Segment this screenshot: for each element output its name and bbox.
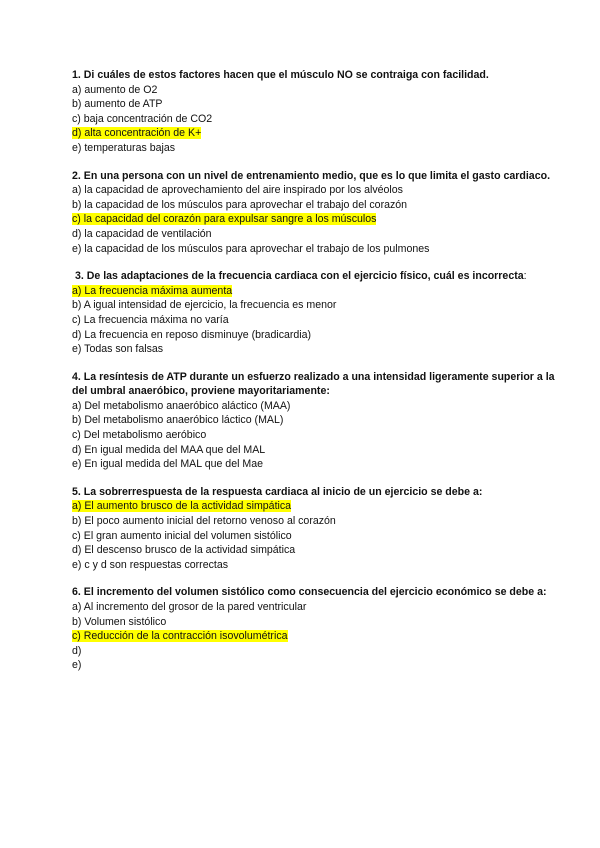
option-e: e) la capacidad de los músculos para aprovechar el trabajo de los pulmones (72, 242, 430, 255)
option-c: c) la capacidad del corazón para expulsar sangre a los músculos (72, 213, 377, 226)
question-4 (72, 370, 560, 472)
option-d: d) la capacidad de ventilación (72, 227, 212, 240)
option-e: e) temperaturas bajas (72, 141, 176, 154)
option-b: b) El poco aumento inicial del retorno venoso al corazón (72, 515, 336, 528)
option-c: c) Reducción de la contracción isovolumétrica (72, 630, 288, 643)
option-d: d) El descenso brusco de la actividad simpática (72, 544, 296, 557)
option-d: d) alta concentración de K+ (72, 127, 202, 140)
option-a: a) La frecuencia máxima aumenta (72, 284, 233, 297)
option-a: a) Del metabolismo anaeróbico aláctico (MAA) (72, 399, 291, 412)
option-e: e) Todas son falsas (72, 343, 164, 356)
question-title: 2. En una persona con un nivel de entrenamiento medio, que es lo que limita el gasto cardiaco. (72, 169, 551, 182)
question-title: 4. La resíntesis de ATP durante un esfuerzo realizado a una intensidad ligeramente superior a la del umbral anaeróbico, proviene mayoritariamente: (72, 370, 558, 398)
option-b: b) Volumen sistólico (72, 615, 167, 628)
option-b: b) aumento de ATP (72, 98, 163, 111)
option-a: a) El aumento brusco de la actividad simpática (72, 500, 292, 513)
option-e: e) En igual medida del MAL que del Mae (72, 458, 263, 471)
question-title: 1. Di cuáles de estos factores hacen que el músculo NO se contraiga con facilidad. (72, 69, 489, 81)
option-e: e) (72, 659, 82, 672)
option-e: e) c y d son respuestas correctas (72, 558, 229, 571)
question-title: 5. La sobrerrespuesta de la respuesta cardiaca al inicio de un ejercicio se debe a: (72, 485, 483, 498)
question-2 (72, 169, 560, 257)
question-5 (72, 485, 560, 573)
option-b: b) la capacidad de los músculos para aprovechar el trabajo del corazón (72, 198, 408, 211)
question-title: 6. El incremento del volumen sistólico como consecuencia del ejercicio económico se debe a: (72, 586, 547, 599)
option-b: b) A igual intensidad de ejercicio, la frecuencia es menor (72, 299, 337, 312)
option-c: c) Del metabolismo aeróbico (72, 429, 207, 442)
option-d: d) (72, 644, 82, 657)
question-3 (72, 269, 560, 357)
question-6 (72, 585, 560, 673)
option-c: c) La frecuencia máxima no varía (72, 313, 229, 326)
option-c: c) El gran aumento inicial del volumen sistólico (72, 529, 292, 542)
option-c: c) baja concentración de CO2 (72, 112, 213, 125)
option-a: a) la capacidad de aprovechamiento del aire inspirado por los alvéolos (72, 184, 403, 197)
question-title: 3. De las adaptaciones de la frecuencia cardiaca con el ejercicio físico, cuál es incorrecta: (72, 270, 527, 283)
option-a: a) Al incremento del grosor de la pared ventricular (72, 601, 307, 613)
option-b: b) Del metabolismo anaeróbico láctico (MAL) (72, 414, 284, 427)
question-1 (72, 68, 560, 156)
option-d: d) En igual medida del MAA que del MAL (72, 443, 266, 456)
option-d: d) La frecuencia en reposo disminuye (bradicardia) (72, 328, 312, 341)
option-a: a) aumento de O2 (72, 83, 158, 96)
